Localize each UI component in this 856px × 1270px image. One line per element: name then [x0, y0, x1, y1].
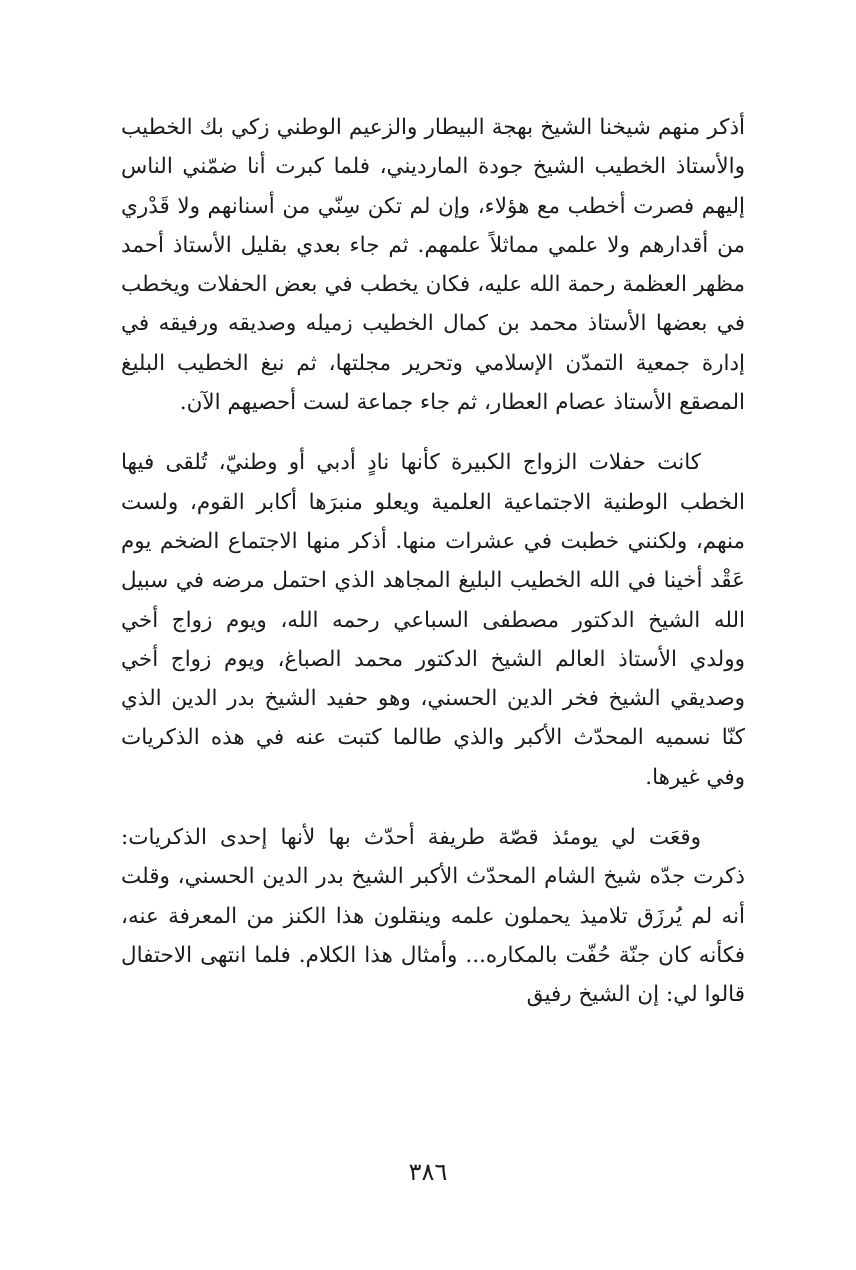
paragraph-orators: أذكر منهم شيخنا الشيخ بهجة البيطار والزعيم الوطني زكي بك الخطيب والأستاذ الخطيب الشيخ جودة المارديني، فلما كبرت أنا ضمّني الناس إليهم فصرت أخطب مع هؤلاء، وإن لم تكن سِنّي من أسنانهم ولا قَدْري من أقدارهم ولا علمي مماثلاً علمهم. ثم جاء بعدي بقليل الأستاذ أحمد مظهر العظمة رحمة الله عليه، فكان يخطب في بعض الحفلات ويخطب في بعضها الأستاذ محمد بن كمال الخطيب زميله وصديقه ورفيقه في إدارة جمعية التمدّن الإسلامي وتحرير مجلتها، ثم نبغ الخطيب البليغ المصقع الأستاذ عصام العطار، ثم جاء جماعة لست أحصيهم الآن. — [121, 115, 745, 416]
paragraph-anecdote: وقعَت لي يومئذ قصّة طريفة أحدّث بها لأنها إحدى الذكريات: ذكرت جدّه شيخ الشام المحدّث الأكبر الشيخ بدر الدين الحسني، وقلت أنه لم يُرزَق تلاميذ يحملون علمه وينقلون هذا الكنز من المعرفة عنه، فكأنه كان جنّة حُفّت بالمكاره... وأمثال هذا الكلام. فلما انتهى الاحتفال قالوا لي: إن الشيخ رفيق — [121, 825, 745, 1008]
page-body — [121, 108, 745, 1015]
paragraph-wedding-ceremonies: كانت حفلات الزواج الكبيرة كأنها نادٍ أدبي أو وطنيّ، تُلقى فيها الخطب الوطنية الاجتماعية العلمية ويعلو منبرَها أكابر القوم، ولست منهم، ولكنني خطبت في عشرات منها. أذكر منها الاجتماع الضخم يوم عَقْد أخينا في الله الخطيب البليغ المجاهد الذي احتمل مرضه في سبيل الله الشيخ الدكتور مصطفى السباعي رحمه الله، ويوم زواج أخي وولدي الأستاذ العالم الشيخ الدكتور محمد الصباغ، ويوم زواج أخي وصديقي الشيخ فخر الدين الحسني، وهو حفيد الشيخ بدر الدين الذي كنّا نسميه المحدّث الأكبر والذي طالما كتبت عنه في هذه الذكريات وفي غيرها. — [121, 450, 745, 790]
page-number: ٣٨٦ — [408, 1158, 448, 1186]
